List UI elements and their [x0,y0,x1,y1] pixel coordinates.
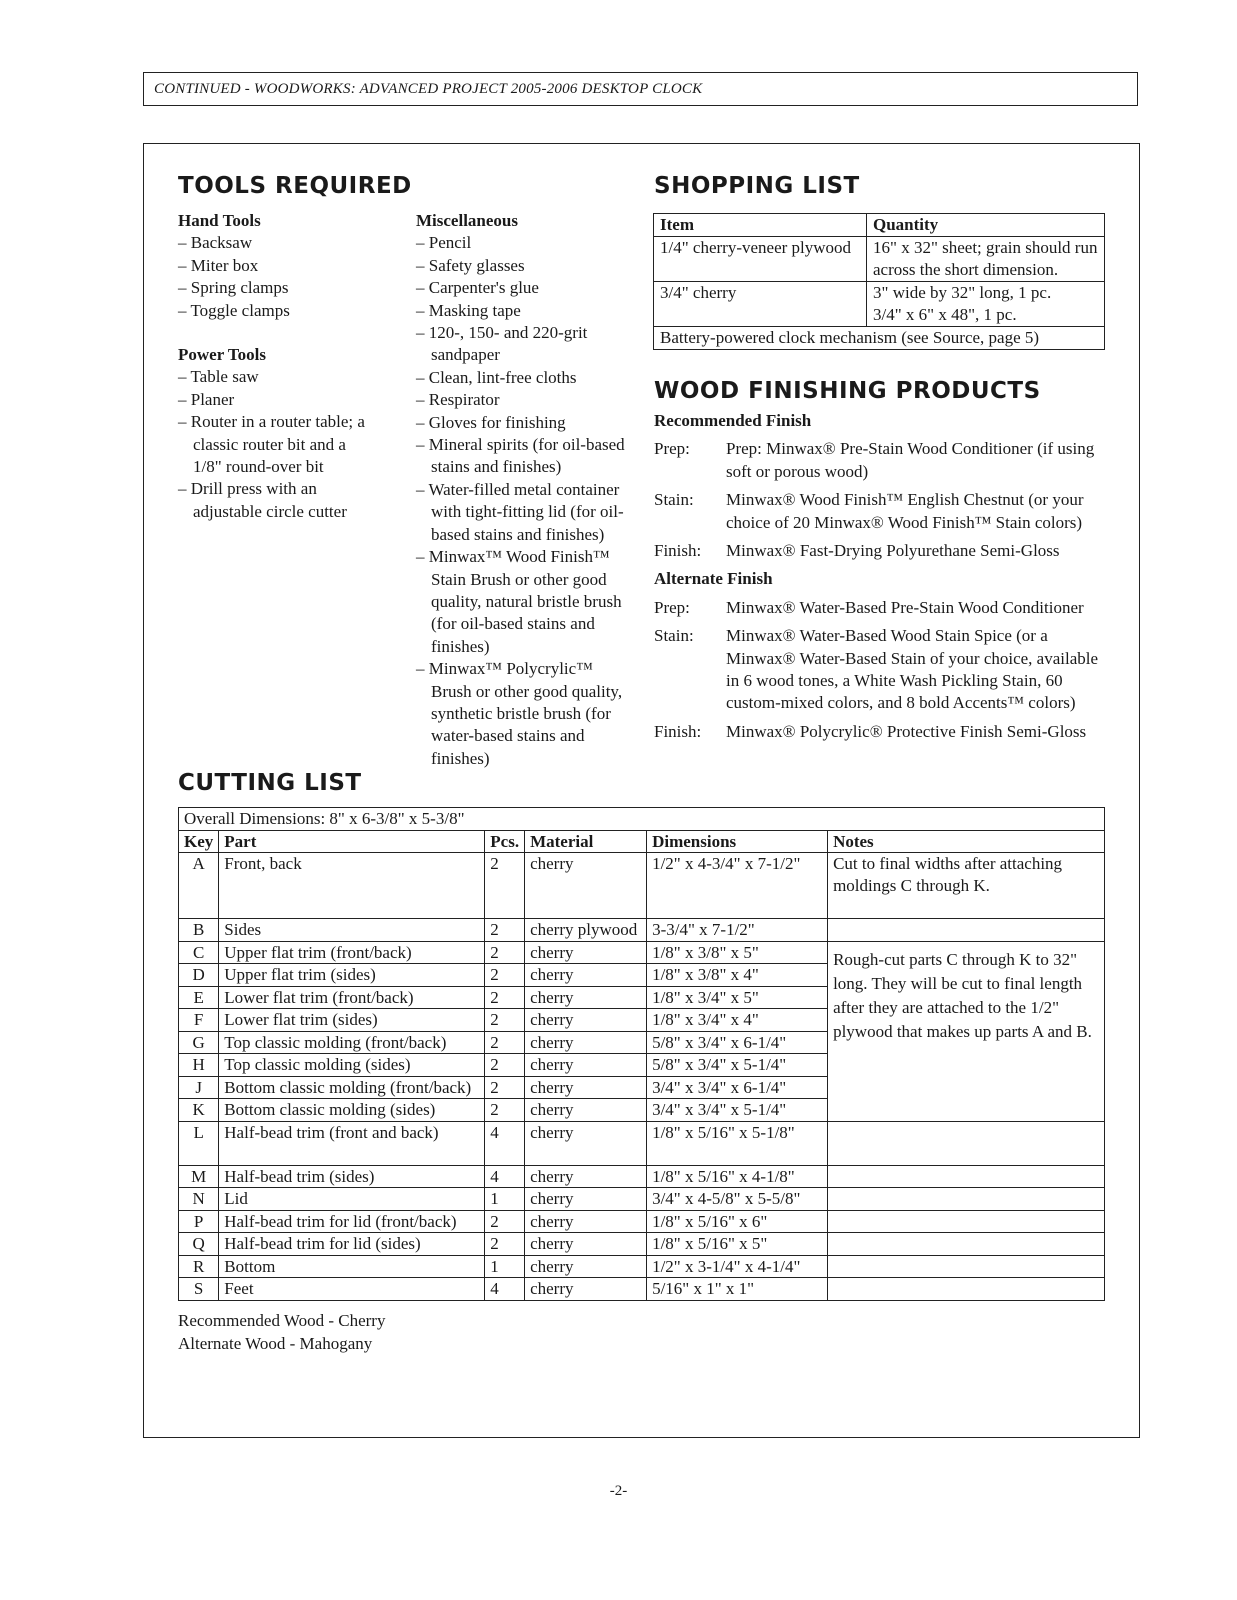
table-row [654,237,1105,282]
finish-label: Prep: [654,439,690,459]
finish-value: Minwax® Fast-Drying Polyurethane Semi-Gloss [726,541,1060,561]
table-row [179,853,1105,919]
cell-dimensions: 5/16" x 1" x 1" [647,1278,828,1301]
col-notes: Notes [828,830,1105,853]
cell-part: Bottom [219,1255,485,1278]
table-row [654,327,1105,350]
cell-part: Top classic molding (sides) [219,1054,485,1077]
list-item: – Planer [178,389,378,411]
col-dimensions: Dimensions [647,830,828,853]
finish-row [654,597,1114,619]
shopping-col-item: Item [654,214,867,237]
cell-key: Q [179,1233,219,1256]
cell-material: cherry [525,1031,647,1054]
cutting-table [178,807,1105,1301]
list-item: – Safety glasses [416,255,631,277]
misc-heading: Miscellaneous [416,211,518,230]
cell-pcs: 2 [485,964,525,987]
cell-material: cherry [525,1165,647,1188]
cell-part: Lid [219,1188,485,1211]
cell-key: A [179,853,219,919]
alternate-wood: Alternate Wood - Mahogany [178,1334,373,1353]
finish-value: Prep: Minwax® Pre-Stain Wood Conditioner (if using soft or porous wood) [726,439,1095,481]
cell-notes [828,919,1105,942]
cell-notes [828,1188,1105,1211]
cell-key: D [179,964,219,987]
cell-part: Feet [219,1278,485,1301]
list-item: – Gloves for finishing [416,412,631,434]
table-row [179,1255,1105,1278]
cell-part: Lower flat trim (sides) [219,1009,485,1032]
col-pcs: Pcs. [485,830,525,853]
list-item: – 120-, 150- and 220-grit sandpaper [416,322,631,367]
cell-material: cherry [525,1210,647,1233]
finish-row [654,625,1114,715]
finish-label: Finish: [654,721,702,741]
cell-part: Half-bead trim (sides) [219,1165,485,1188]
finishing-section [654,410,1114,749]
cell-part: Upper flat trim (front/back) [219,941,485,964]
cell-material: cherry [525,1054,647,1077]
cell-dimensions: 1/8" x 5/16" x 5" [647,1233,828,1256]
list-item: – Masking tape [416,300,631,322]
recommended-finish-heading: Recommended Finish [654,411,812,430]
cell-material: cherry [525,1099,647,1122]
shopping-quantity: 16" x 32" sheet; grain should run across the short dimension. [867,237,1105,282]
finish-row [654,540,1114,562]
cell-part: Half-bead trim for lid (sides) [219,1233,485,1256]
cell-pcs: 2 [485,1054,525,1077]
cell-dimensions: 1/8" x 5/16" x 4-1/8" [647,1165,828,1188]
table-row [179,1121,1105,1165]
cell-key: F [179,1009,219,1032]
cell-part: Lower flat trim (front/back) [219,986,485,1009]
cell-dimensions: 1/8" x 3/8" x 5" [647,941,828,964]
cell-material: cherry [525,1009,647,1032]
hand-tools-heading: Hand Tools [178,211,261,230]
alternate-finish-heading: Alternate Finish [654,569,773,589]
shopping-title: SHOPPING LIST [654,173,860,199]
cell-part: Top classic molding (front/back) [219,1031,485,1054]
cell-dimensions: 1/8" x 3/4" x 5" [647,986,828,1009]
cell-pcs: 2 [485,919,525,942]
cell-key: L [179,1121,219,1165]
table-row [179,1165,1105,1188]
cell-key: M [179,1165,219,1188]
page-number: -2- [609,1483,628,1499]
cell-material: cherry [525,853,647,919]
cell-material: cherry [525,1121,647,1165]
cell-part: Bottom classic molding (sides) [219,1099,485,1122]
cell-material: cherry [525,986,647,1009]
cell-dimensions: 5/8" x 3/4" x 6-1/4" [647,1031,828,1054]
page-header: CONTINUED - WOODWORKS: ADVANCED PROJECT 2005-2006 DESKTOP CLOCK [143,72,1138,106]
cell-part: Sides [219,919,485,942]
cell-pcs: 4 [485,1165,525,1188]
cell-dimensions: 1/8" x 3/8" x 4" [647,964,828,987]
list-item: – Toggle clamps [178,300,378,322]
cell-dimensions: 3/4" x 3/4" x 5-1/4" [647,1099,828,1122]
finish-value: Minwax® Polycrylic® Protective Finish Semi-Gloss [726,721,1087,741]
cell-pcs: 2 [485,1099,525,1122]
finish-label: Stain: [654,490,694,510]
table-row [179,1278,1105,1301]
cell-key: B [179,919,219,942]
cell-part: Upper flat trim (sides) [219,964,485,987]
cell-dimensions: 1/8" x 3/4" x 4" [647,1009,828,1032]
list-item: – Miter box [178,255,378,277]
cell-material: cherry [525,1076,647,1099]
list-item: – Carpenter's glue [416,277,631,299]
cell-material: cherry [525,1255,647,1278]
cell-key: H [179,1054,219,1077]
cell-notes: Cut to final widths after attaching moldings C through K. [828,853,1105,919]
finish-value: Minwax® Water-Based Pre-Stain Wood Conditioner [726,597,1084,617]
cell-pcs: 4 [485,1278,525,1301]
list-item: – Minwax™ Polycrylic™ Brush or other good quality, synthetic bristle brush (for water-based stains and finishes) [416,658,631,770]
list-item: – Minwax™ Wood Finish™ Stain Brush or other good quality, natural bristle brush (for oil-based stains and finishes) [416,546,631,658]
cell-key: S [179,1278,219,1301]
finish-row [654,489,1114,534]
cell-material: cherry [525,1188,647,1211]
cell-pcs: 2 [485,1076,525,1099]
cell-dimensions: 3/4" x 4-5/8" x 5-5/8" [647,1188,828,1211]
cell-pcs: 2 [485,941,525,964]
cell-dimensions: 1/8" x 5/16" x 5-1/8" [647,1121,828,1165]
shopping-quantity [867,282,1105,327]
table-row [179,1210,1105,1233]
misc-tools-column [416,210,631,770]
list-item: – Mineral spirits (for oil-based stains and finishes) [416,434,631,479]
quantity-line: 3/4" x 6" x 48", 1 pc. [873,305,1017,324]
cell-notes [828,1210,1105,1233]
power-tools-heading: Power Tools [178,345,267,365]
cell-pcs: 4 [485,1121,525,1165]
shopping-item: Battery-powered clock mechanism (see Source, page 5) [654,327,1105,350]
list-item: – Backsaw [178,232,378,254]
recommended-wood: Recommended Wood - Cherry [178,1311,386,1330]
cell-pcs: 2 [485,1210,525,1233]
shopping-table [653,213,1105,350]
list-item: – Table saw [178,366,378,388]
list-item: – Spring clamps [178,277,378,299]
cell-key: C [179,941,219,964]
cell-pcs: 1 [485,1188,525,1211]
finishing-title: WOOD FINISHING PRODUCTS [654,378,1041,404]
cell-dimensions: 1/2" x 3-1/4" x 4-1/4" [647,1255,828,1278]
cell-dimensions: 5/8" x 3/4" x 5-1/4" [647,1054,828,1077]
cell-dimensions: 3-3/4" x 7-1/2" [647,919,828,942]
col-key: Key [179,830,219,853]
finish-row [654,721,1114,743]
finish-label: Prep: [654,597,690,617]
cell-notes [828,1255,1105,1278]
cell-material: cherry [525,1278,647,1301]
cell-pcs: 2 [485,1031,525,1054]
cell-key: K [179,1099,219,1122]
table-row [179,1188,1105,1211]
shopping-col-quantity: Quantity [867,214,1105,237]
cell-dimensions: 1/8" x 5/16" x 6" [647,1210,828,1233]
cell-pcs: 2 [485,986,525,1009]
list-item: – Pencil [416,232,631,254]
tools-title: TOOLS REQUIRED [178,173,412,199]
list-item: – Respirator [416,389,631,411]
finish-value: Minwax® Wood Finish™ English Chestnut (or your choice of 20 Minwax® Wood Finish™ Stain colors) [726,490,1084,532]
cell-key: J [179,1076,219,1099]
cell-material: cherry [525,964,647,987]
cell-pcs: 1 [485,1255,525,1278]
shopping-item: 1/4" cherry-veneer plywood [654,237,867,282]
cell-key: R [179,1255,219,1278]
cell-material: cherry [525,1233,647,1256]
cell-part: Half-bead trim for lid (front/back) [219,1210,485,1233]
cutting-title: CUTTING LIST [178,770,362,796]
cell-material: cherry plywood [525,919,647,942]
cell-pcs: 2 [485,1009,525,1032]
hand-power-tools-column [178,210,378,523]
table-row [654,282,1105,327]
finish-value: Minwax® Water-Based Wood Stain Spice (or a Minwax® Water-Based Stain of your choice, available in 6 wood tones, a White Wash Pickling Stain, 60 custom-mixed colors, and 8 bold Accents™ colors) [726,626,1099,713]
cell-part: Bottom classic molding (front/back) [219,1076,485,1099]
cell-pcs: 2 [485,853,525,919]
cell-notes [828,1278,1105,1301]
col-part: Part [219,830,485,853]
finish-row [654,438,1114,483]
table-row [179,941,1105,964]
cell-notes [828,1121,1105,1165]
cell-key: E [179,986,219,1009]
list-item: – Water-filled metal container with tight-fitting lid (for oil-based stains and finishes) [416,479,631,546]
shopping-item: 3/4" cherry [654,282,867,327]
cell-key: P [179,1210,219,1233]
overall-dimensions: Overall Dimensions: 8" x 6-3/8" x 5-3/8" [179,808,1105,831]
finish-label: Finish: [654,541,702,561]
cell-part: Front, back [219,853,485,919]
cell-dimensions: 1/2" x 4-3/4" x 7-1/2" [647,853,828,919]
cell-part: Half-bead trim (front and back) [219,1121,485,1165]
cell-key: N [179,1188,219,1211]
table-row [179,1233,1105,1256]
quantity-line: 3" wide by 32" long, 1 pc. [873,283,1052,302]
cell-pcs: 2 [485,1233,525,1256]
cell-notes: Rough-cut parts C through K to 32" long. They will be cut to final length after they are attached to the 1/2" plywood that makes up parts A and B. [828,941,1105,1121]
list-item: – Clean, lint-free cloths [416,367,631,389]
cell-material: cherry [525,941,647,964]
list-item: – Router in a router table; a classic router bit and a 1/8" round-over bit [178,411,378,478]
cell-notes [828,1233,1105,1256]
cell-notes [828,1165,1105,1188]
cell-dimensions: 3/4" x 3/4" x 6-1/4" [647,1076,828,1099]
list-item: – Drill press with an adjustable circle cutter [178,478,378,523]
wood-notes [178,1309,385,1355]
col-material: Material [525,830,647,853]
finish-label: Stain: [654,626,694,646]
table-row [179,919,1105,942]
cell-key: G [179,1031,219,1054]
